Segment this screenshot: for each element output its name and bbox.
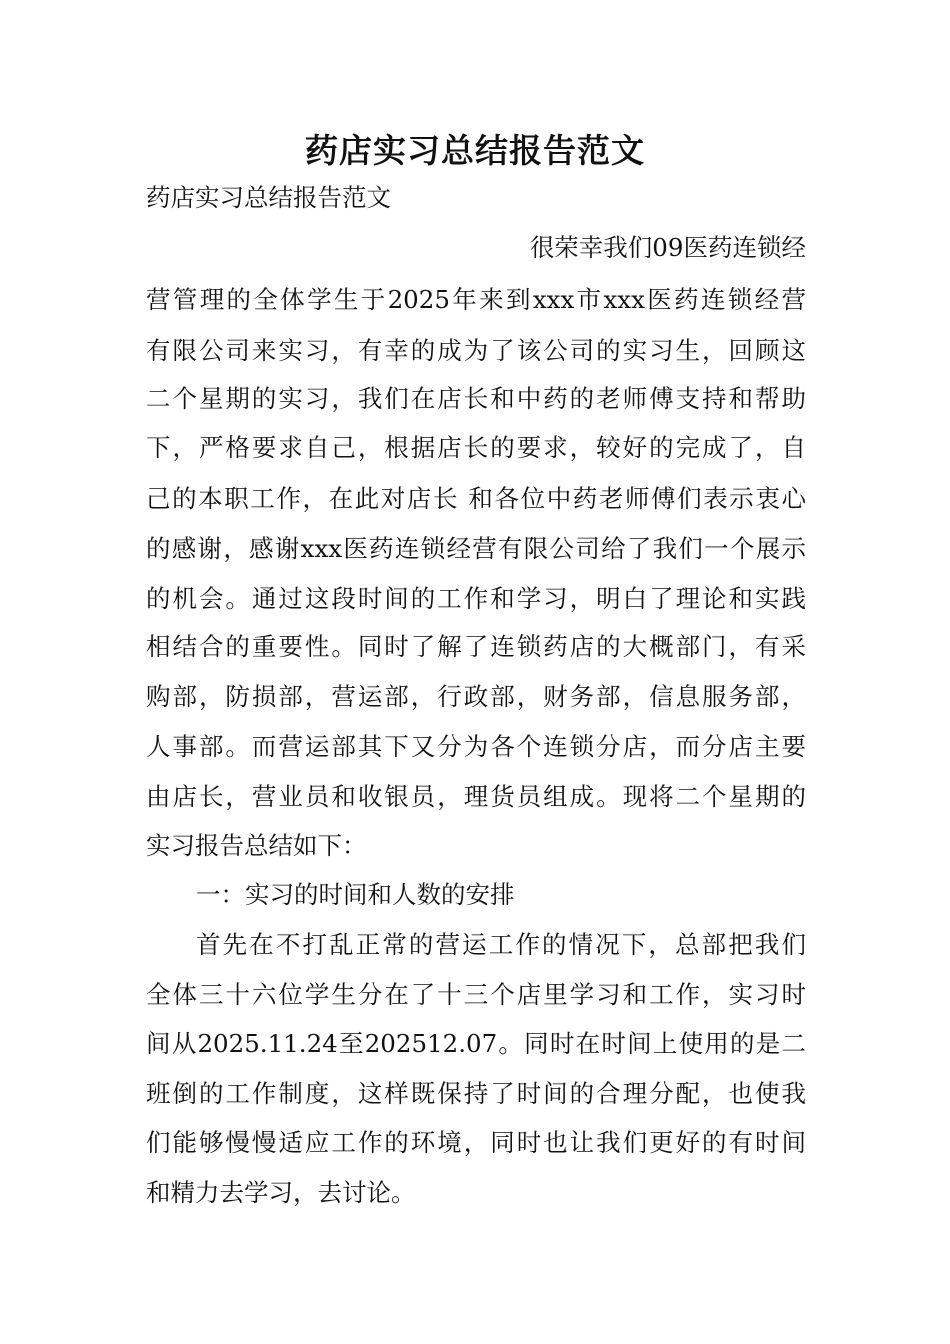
paragraph-line: 们能够慢慢适应工作的环境，同时也让我们更好的有时间 bbox=[146, 1128, 806, 1157]
paragraph-line: 间从2025.11.24至202512.07。同时在时间上使用的是二 bbox=[146, 1029, 806, 1058]
paragraph-line: 首先在不打乱正常的营运工作的情况下，总部把我们 bbox=[196, 930, 806, 959]
paragraph-line: 和精力去学习，去讨论。 bbox=[146, 1178, 416, 1207]
paragraph-line: 营管理的全体学生于2025年来到xxx市xxx医药连锁经营 bbox=[146, 285, 806, 314]
paragraph-line: 相结合的重要性。同时了解了连锁药店的大概部门，有采 bbox=[146, 632, 806, 661]
paragraph-line: 购部，防损部，营运部，行政部，财务部，信息服务部， bbox=[146, 682, 806, 711]
paragraph-line: 很荣幸我们09医药连锁经 bbox=[529, 233, 806, 262]
paragraph-line: 下，严格要求自己，根据店长的要求，较好的完成了，自 bbox=[146, 433, 806, 462]
paragraph-line: 全体三十六位学生分在了十三个店里学习和工作，实习时 bbox=[146, 980, 806, 1009]
paragraph-line: 二个星期的实习，我们在店长和中药的老师傅支持和帮助 bbox=[146, 384, 806, 413]
document-subtitle: 药店实习总结报告范文 bbox=[146, 183, 391, 212]
document-title: 药店实习总结报告范文 bbox=[305, 131, 645, 170]
paragraph-line: 由店长，营业员和收银员，理货员组成。现将二个星期的 bbox=[146, 782, 806, 811]
paragraph-line: 人事部。而营运部其下又分为各个连锁分店，而分店主要 bbox=[146, 732, 806, 761]
paragraph-line: 的感谢，感谢xxx医药连锁经营有限公司给了我们一个展示 bbox=[146, 534, 806, 563]
paragraph-line: 班倒的工作制度，这样既保持了时间的合理分配，也使我 bbox=[146, 1079, 806, 1108]
paragraph-line: 有限公司来实习，有幸的成为了该公司的实习生，回顾这 bbox=[146, 336, 806, 365]
paragraph-line: 己的本职工作，在此对店长 和各位中药老师傅们表示衷心 bbox=[146, 484, 806, 513]
section-heading: 一：实习的时间和人数的安排 bbox=[196, 880, 515, 909]
paragraph-line: 实习报告总结如下： bbox=[146, 831, 367, 860]
paragraph-line: 的机会。通过这段时间的工作和学习，明白了理论和实践 bbox=[146, 584, 806, 613]
